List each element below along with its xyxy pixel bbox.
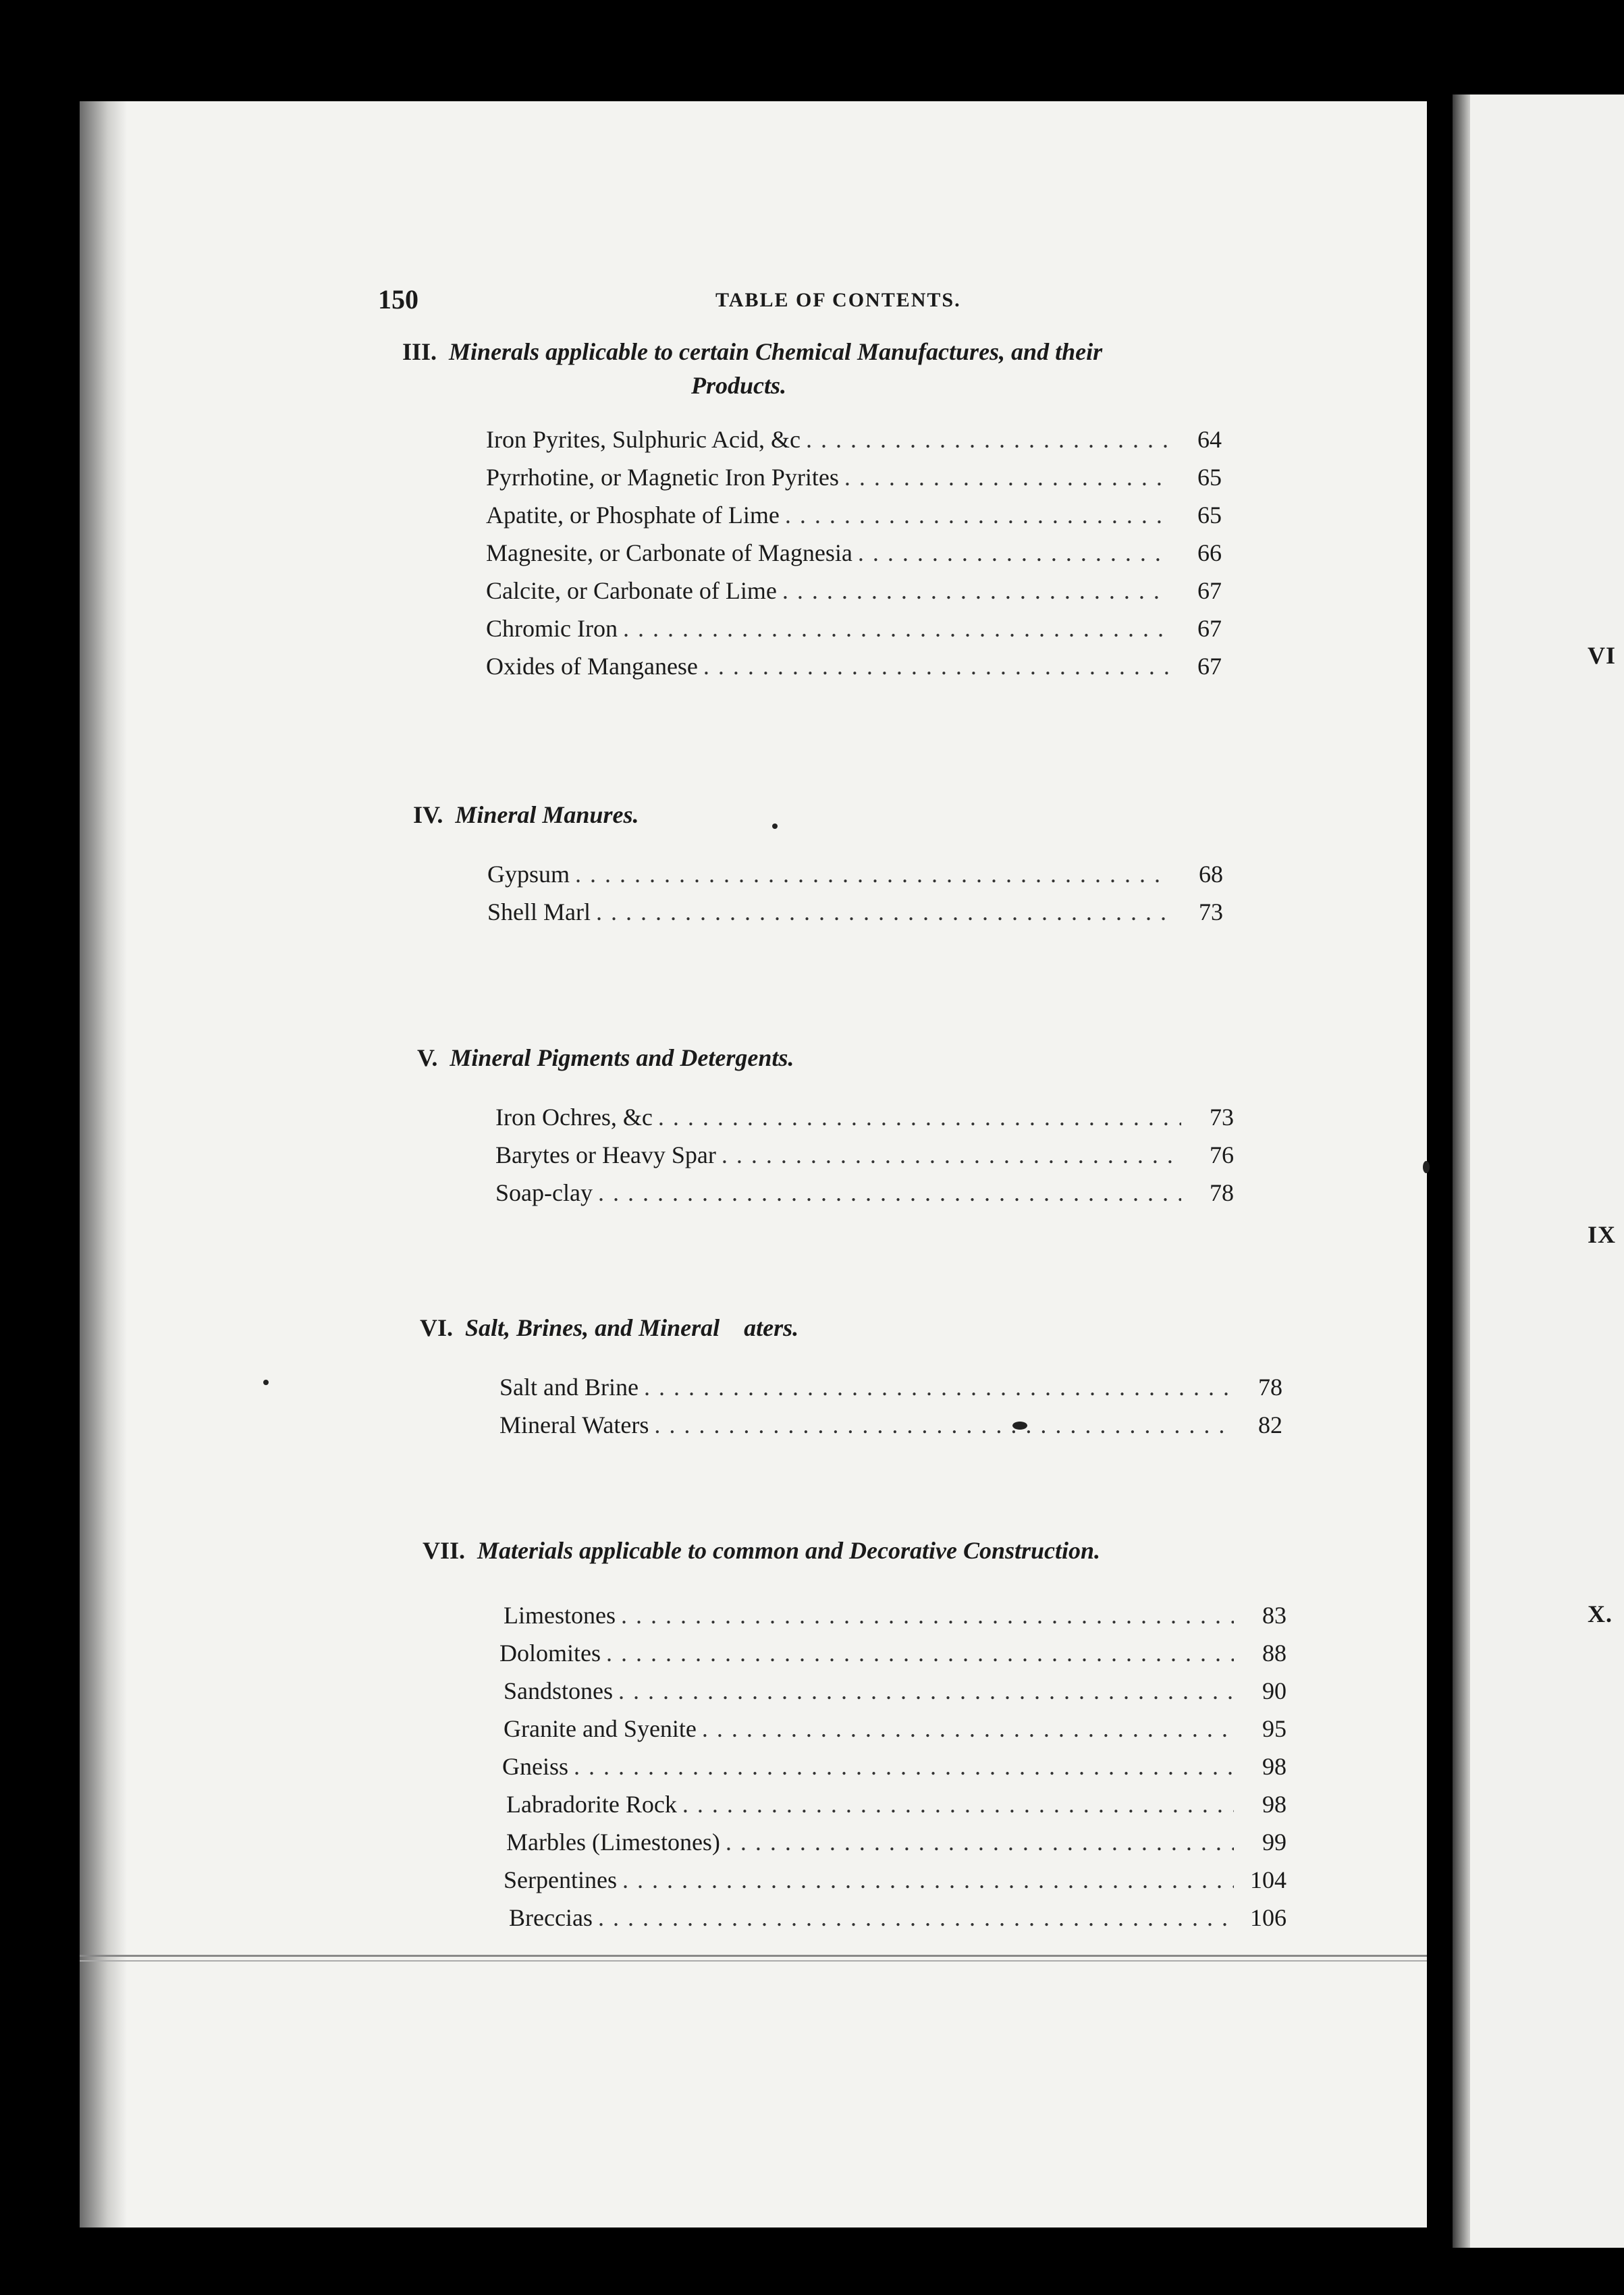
toc-entry[interactable] [495,1141,1234,1173]
entry-page: 65 [1197,464,1222,491]
scan-speck [1012,1422,1027,1430]
facing-page [1453,94,1624,2248]
section-heading [423,1536,1100,1565]
toc-entry[interactable] [499,1639,1287,1671]
facing-page-fragment: X. [1588,1600,1613,1627]
toc-entry[interactable] [486,425,1222,458]
entry-label: Mineral Waters [499,1411,649,1438]
entry-page: 67 [1197,577,1222,604]
entry-page: 65 [1197,502,1222,529]
dot-leader [598,1904,1234,1932]
toc-entry[interactable] [502,1752,1287,1785]
dot-leader [574,1752,1234,1781]
entry-page: 67 [1197,615,1222,642]
entry-label: Dolomites [499,1640,601,1667]
dot-leader [606,1639,1234,1667]
bottom-rule [80,1955,1427,1957]
entry-page: 88 [1262,1640,1287,1667]
facing-page-fragment: IX [1588,1221,1617,1248]
facing-page-edge [1453,94,1470,2248]
entry-label: Calcite, or Carbonate of Lime [486,577,777,604]
section-numeral: VII. [423,1537,466,1564]
section-heading [413,801,639,829]
dot-leader [782,576,1169,605]
toc-entry[interactable] [506,1828,1287,1860]
toc-entry[interactable] [499,1411,1282,1443]
entry-label: Gypsum [487,861,570,888]
entry-page: 73 [1199,898,1223,925]
entry-label: Oxides of Manganese [486,653,698,680]
toc-entry[interactable] [487,898,1223,930]
toc-entry[interactable] [486,614,1222,647]
dot-leader [644,1373,1230,1401]
entry-label: Iron Ochres, &c [495,1104,653,1131]
page-header [378,284,985,321]
entry-label: Marbles (Limestones) [506,1829,720,1856]
dot-leader [658,1103,1181,1131]
entry-label: Limestones [504,1602,616,1629]
dot-leader [722,1141,1181,1169]
toc-entry[interactable] [499,1373,1282,1405]
toc-entry[interactable] [504,1866,1287,1898]
dot-leader [654,1411,1230,1439]
section-heading [402,338,1102,366]
entry-page: 78 [1258,1374,1282,1401]
section-numeral: V. [417,1044,438,1071]
toc-entry[interactable] [486,539,1222,571]
entry-page: 98 [1262,1753,1287,1780]
entry-label: Salt and Brine [499,1374,639,1401]
scan-speck [263,1380,269,1385]
entry-label: Labradorite Rock [506,1791,677,1818]
entry-label: Serpentines [504,1866,617,1893]
toc-entry[interactable] [495,1179,1234,1211]
entry-label: Chromic Iron [486,615,618,642]
section-title: Minerals applicable to certain Chemical Manufactures, and their [449,338,1103,365]
dot-leader [702,1714,1234,1743]
toc-entry[interactable] [487,860,1223,892]
entry-label: Apatite, or Phosphate of Lime [486,502,780,529]
dot-leader [844,463,1169,491]
entry-page: 64 [1197,426,1222,453]
entry-label: Sandstones [504,1677,613,1704]
toc-entry[interactable] [504,1714,1287,1747]
dot-leader [785,501,1169,529]
bottom-rule-secondary [80,1960,1427,1962]
entry-page: 90 [1262,1677,1287,1704]
scan-speck [1423,1161,1430,1173]
section-title: Materials applicable to common and Decorative Construction. [477,1537,1101,1564]
page-number: 150 [378,284,418,315]
dot-leader [622,1866,1234,1894]
entry-page: 78 [1210,1179,1234,1206]
entry-label: Gneiss [502,1753,568,1780]
section-title: Mineral Manures. [455,801,639,828]
entry-page: 67 [1197,653,1222,680]
running-head: TABLE OF CONTENTS. [715,289,961,311]
section-title-continued: Products. [691,372,787,399]
scan-speck [772,824,778,829]
entry-label: Granite and Syenite [504,1715,697,1742]
entry-page: 66 [1197,539,1222,566]
toc-entry[interactable] [486,463,1222,495]
section-numeral: IV. [413,801,443,828]
toc-entry[interactable] [486,652,1222,684]
entry-label: Iron Pyrites, Sulphuric Acid, &c [486,426,801,453]
entry-page: 76 [1210,1141,1234,1168]
dot-leader [726,1828,1234,1856]
entry-label: Breccias [509,1904,593,1931]
entry-page: 82 [1258,1411,1282,1438]
entry-page: 73 [1210,1104,1234,1131]
entry-page: 95 [1262,1715,1287,1742]
section-title: Mineral Pigments and Detergents. [450,1044,794,1071]
dot-leader [703,652,1169,680]
dot-leader [596,898,1170,926]
toc-entry[interactable] [486,576,1222,609]
toc-entry[interactable] [495,1103,1234,1135]
dot-leader [623,614,1169,643]
section-title: Salt, Brines, and Mineral aters. [465,1314,799,1341]
toc-entry[interactable] [504,1677,1287,1709]
dot-leader [598,1179,1181,1207]
dot-leader [618,1677,1234,1705]
page-gutter-shadow [80,101,127,2228]
dot-leader [575,860,1170,888]
entry-page: 98 [1262,1791,1287,1818]
entry-label: Soap-clay [495,1179,593,1206]
entry-page: 99 [1262,1829,1287,1856]
entry-page: 104 [1250,1866,1287,1893]
entry-label: Magnesite, or Carbonate of Magnesia [486,539,852,566]
toc-entry[interactable] [486,501,1222,533]
toc-entry[interactable] [506,1790,1287,1823]
toc-entry[interactable] [504,1601,1287,1634]
entry-page: 106 [1250,1904,1287,1931]
toc-entry[interactable] [509,1904,1287,1936]
entry-page: 83 [1262,1602,1287,1629]
facing-page-fragment: VI [1588,642,1617,669]
dot-leader [621,1601,1234,1629]
dot-leader [806,425,1169,454]
section-numeral: VI. [420,1314,454,1341]
entry-page: 68 [1199,861,1223,888]
dot-leader [682,1790,1234,1818]
entry-label: Barytes or Heavy Spar [495,1141,716,1168]
entry-label: Shell Marl [487,898,591,925]
section-heading [420,1314,799,1342]
section-heading [417,1044,794,1072]
dot-leader [858,539,1169,567]
entry-label: Pyrrhotine, or Magnetic Iron Pyrites [486,464,839,491]
section-numeral: III. [402,338,437,365]
